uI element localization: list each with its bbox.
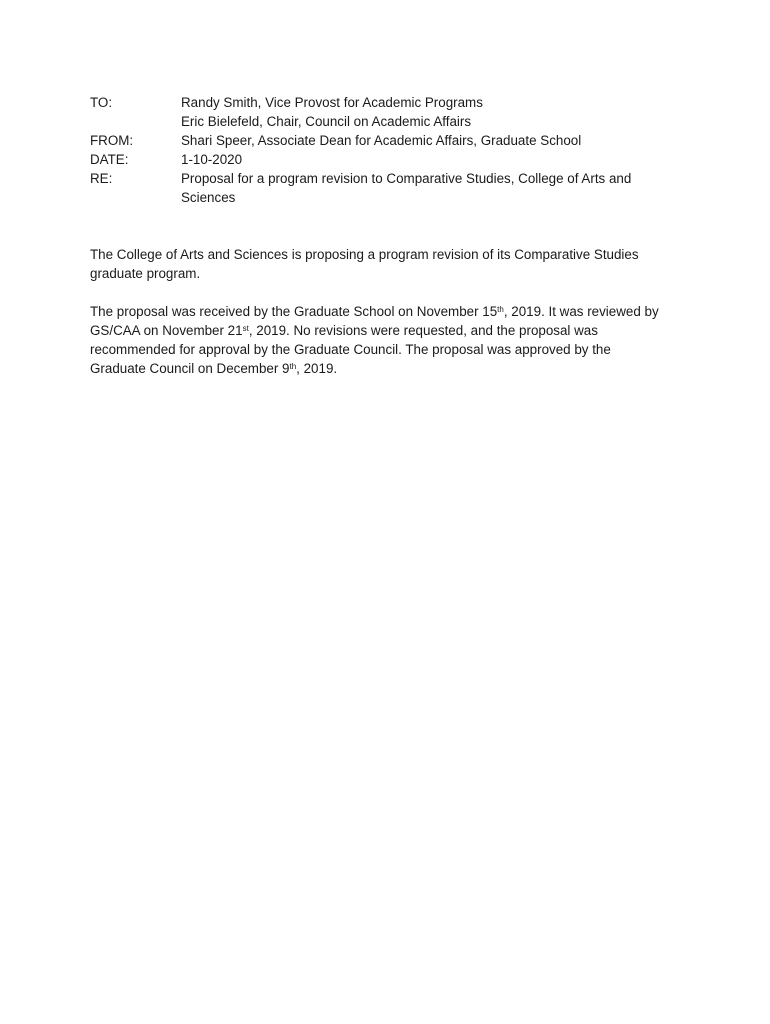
date-label: DATE:	[90, 152, 129, 167]
paragraph-1-line-2: graduate program.	[90, 266, 201, 281]
to-label: TO:	[90, 95, 113, 110]
re-line-2: Sciences	[181, 190, 236, 205]
ordinal-suffix: th	[289, 361, 297, 371]
date-row	[90, 150, 690, 169]
paragraph-2-line-1a: The proposal was received by the Graduate School on November 15	[90, 304, 498, 319]
to-row	[90, 93, 690, 131]
paragraph-2	[90, 302, 690, 378]
ordinal-suffix: th	[497, 304, 504, 314]
paragraph-1-line-1: The College of Arts and Sciences is proposing a program revision of its Comparative Studies	[90, 247, 639, 262]
to-recipient-2: Eric Bielefeld, Chair, Council on Academic Affairs	[181, 114, 472, 129]
re-subject	[181, 169, 690, 207]
paragraph-1	[90, 245, 690, 283]
paragraph-2-line-2b: , 2019. No revisions were requested, and the proposal was	[248, 323, 598, 338]
memo-header	[90, 93, 690, 207]
to-recipient-1: Randy Smith, Vice Provost for Academic Programs	[181, 95, 483, 110]
from-row	[90, 131, 690, 150]
re-label: RE:	[90, 171, 113, 186]
paragraph-2-line-4b: , 2019.	[296, 361, 338, 376]
paragraph-2-line-2a: GS/CAA on November 21	[90, 323, 243, 338]
paragraph-2-line-3: recommended for approval by the Graduate Council. The proposal was approved by the	[90, 342, 611, 357]
from-value: Shari Speer, Associate Dean for Academic Affairs, Graduate School	[181, 133, 582, 148]
ordinal-suffix: st	[242, 323, 249, 333]
to-recipients	[181, 93, 690, 131]
paragraph-2-line-4a: Graduate Council on December 9	[90, 361, 290, 376]
paragraph-2-line-1b: , 2019. It was reviewed by	[503, 304, 659, 319]
from-label: FROM:	[90, 133, 134, 148]
re-line-1: Proposal for a program revision to Comparative Studies, College of Arts and	[181, 171, 632, 186]
memo-body	[90, 245, 690, 397]
date-value: 1-10-2020	[181, 152, 243, 167]
re-row	[90, 169, 690, 207]
